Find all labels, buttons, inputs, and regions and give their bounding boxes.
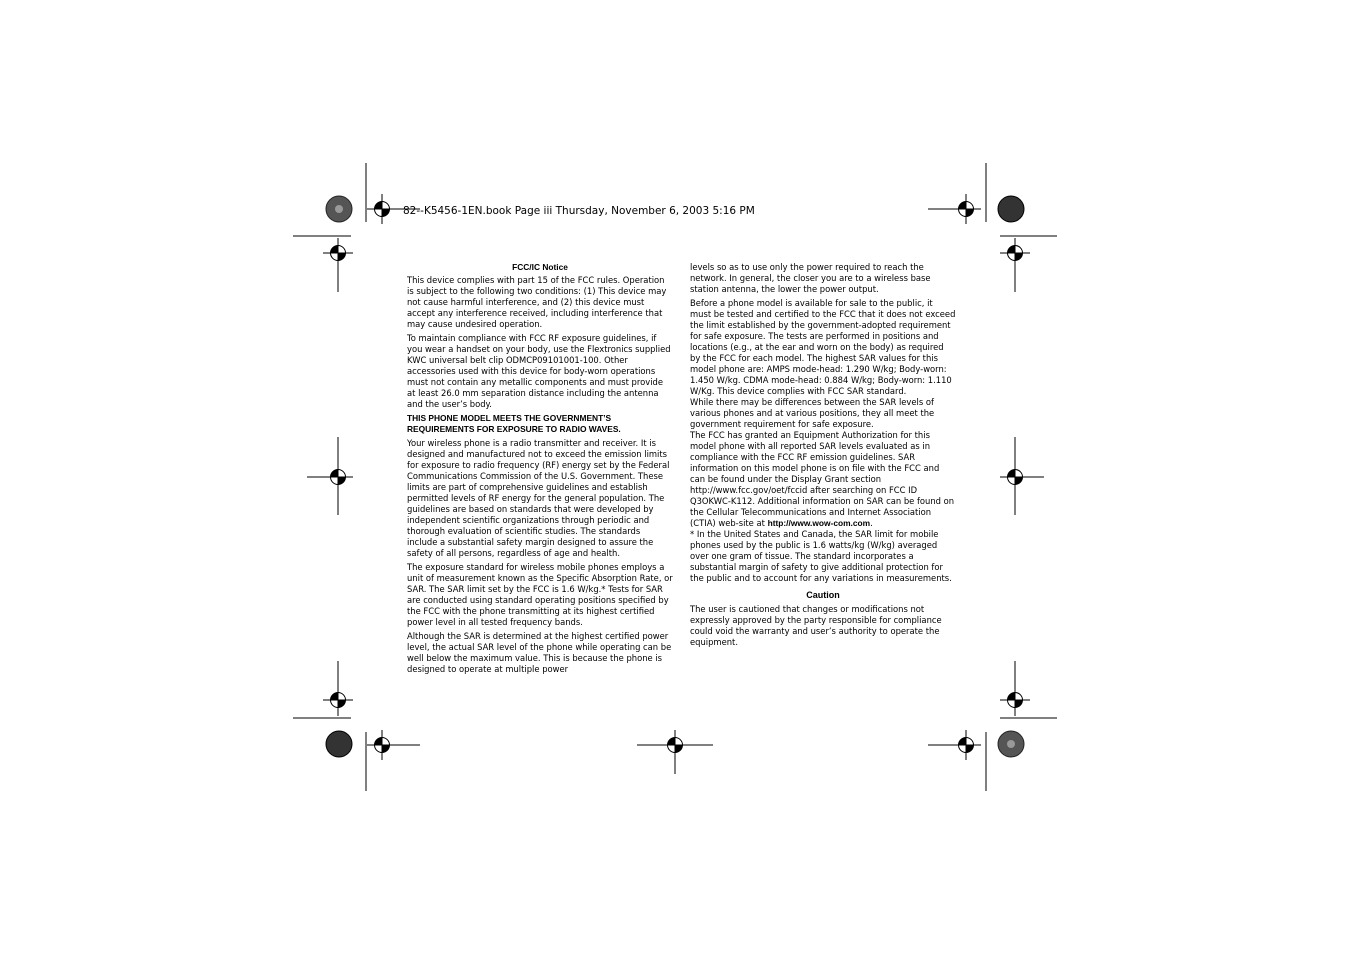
compliance-paragraph: This device complies with part 15 of the FCC rules. Operation is subject to the following two conditions: (1) This device may not cause harmful interference, and (2) this device must accept any interference received, including interference that may cause undesired operation. (407, 275, 667, 329)
book-header: 82--K5456-1EN.book Page iii Thursday, November 6, 2003 5:16 PM (403, 205, 755, 217)
sar-standard-paragraph: The exposure standard for wireless mobile phones employs a unit of measurement known as the Specific Absorption Rate, or SAR. The SAR limit set by the FCC is 1.6 W/kg.* Tests for SAR are conducted using standard operating positions specified by the FCC with the phone transmitting at its highest certified power level in all tested frequency bands. (407, 562, 673, 627)
certification-paragraph: Before a phone model is available for sale to the public, it must be tested and certified to the FCC that it does not exceed the limit established by the government-adopted requirement for safe exposure. The tests are performed in positions and locations (e.g., at the ear and worn on the body) as required by the FCC for each model. The highest SAR values for this model phone are: AMPS mode-head: 1.290 W/kg; Body-worn: 1.450 W/kg. CDMA mode-head: 0.884 W/kg; Body-worn: 1.110 W/Kg. This device complies with FCC SAR standard. (690, 298, 956, 396)
sar-differences-paragraph: While there may be differences between the SAR levels of various phones and at various positions, they all meet the government requirement for safe exposure. (690, 397, 935, 429)
caution-paragraph: The user is cautioned that changes or modifications not expressly approved by the party responsible for compliance could void the warranty and user’s authority to operate the equipment. (690, 604, 942, 647)
fcc-notice-title: FCC/IC Notice (512, 262, 568, 272)
transmitter-paragraph: Your wireless phone is a radio transmitter and receiver. It is designed and manufactured not to exceed the emission limits for exposure to radio frequency (RF) energy set by the Federal Communications Commission of the U.S. Government. These limits are part of comprehensive guidelines and establish permitted levels of RF energy for the general population. The guidelines are based on standards that were developed by independent scientific organizations through periodic and thorough evaluation of scientific studies. The standards include a substantial safety margin designed to assure the safety of all persons, regardless of age and health. (407, 438, 670, 558)
left-column (407, 262, 673, 678)
requirements-subhead: THIS PHONE MODEL MEETS THE GOVERNMENT’S REQUIREMENTS FOR EXPOSURE TO RADIO WAVES. (407, 413, 621, 434)
right-column (690, 262, 956, 651)
authorization-text: The FCC has granted an Equipment Authorization for this model phone with all reported SAR levels evaluated as in compliance with the FCC RF emission guidelines. SAR information on this model phone is on file with the FCC and can be found under the Display Grant section http://www.fcc.gov/oet/fccid after searching on FCC ID Q3OKWC-K112. Additional information on SAR can be found on the Cellular Telecommunications and Internet Association (CTIA) web-site at (690, 430, 955, 528)
authorization-end: . (870, 518, 873, 528)
equipment-authorization-paragraph (690, 430, 956, 529)
caution-title: Caution (806, 590, 840, 600)
power-levels-paragraph: levels so as to use only the power required to reach the network. In general, the closer you are to a wireless base station antenna, the lower the power output. (690, 262, 931, 294)
sar-limit-footnote: * In the United States and Canada, the SAR limit for mobile phones used by the public is 1.6 watts/kg (W/kg) averaged over one gram of tissue. The standard incorporates a substantial margin of safety to give additional protection for the public and to account for any variations in measurements. (690, 529, 952, 583)
sar-level-paragraph: Although the SAR is determined at the highest certified power level, the actual SAR level of the phone while operating can be well below the maximum value. This is because the phone is designed to operate at multiple power (407, 631, 672, 674)
ctia-link[interactable]: http://www.wow-com.com (767, 518, 871, 528)
rf-exposure-paragraph: To maintain compliance with FCC RF exposure guidelines, if you wear a handset on your body, use the Flextronics supplied KWC universal belt clip ODMCP09101001-100. Other accessories used with this device for body-worn operations must not contain any metallic components and must provide at least 26.0 mm separation distance including the antenna and the user’s body. (407, 333, 671, 409)
